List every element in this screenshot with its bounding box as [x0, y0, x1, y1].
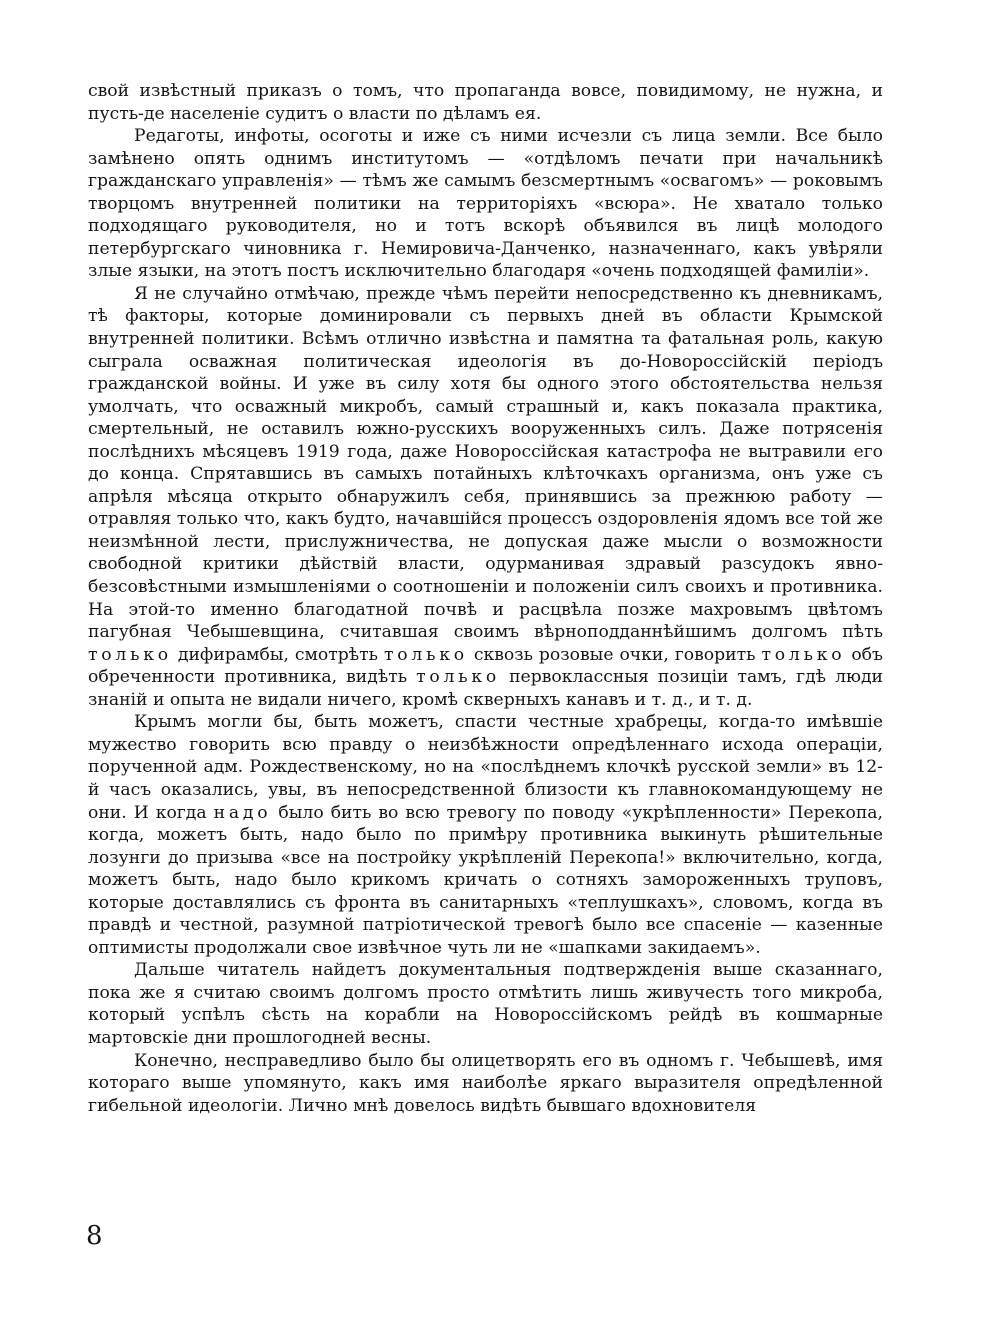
paragraph-3-text-d: объ обреченности противника, видѣть: [88, 644, 883, 688]
paragraph-6: Конечно, несправедливо было бы олицетворять его въ одномъ г. Чебышевѣ, имя котораго выше упомянуто, какъ имя наиболѣе яркаго выразителя опредѣленной гибельной идеологіи. Лично мнѣ довелось видѣть бывшаго вдохновителя: [88, 1050, 883, 1116]
paragraph-3-text-f: первоклассныя позиціи тамъ, гдѣ люди знаній и опыта не видали ничего, кромѣ скверныхъ канавъ и т. д., и т. д.: [88, 667, 883, 710]
paragraph-3: [88, 283, 883, 711]
paragraph-3-text-b: дифирамбы, смотрѣть: [177, 644, 378, 665]
paragraph-1: свой извѣстный приказъ о томъ, что пропаганда вовсе, повидимому, не нужна, и пусть-де населеніе судитъ о власти по дѣламъ ея.: [88, 81, 883, 124]
emphasis-only-3: только: [761, 644, 846, 665]
emphasis-only-4: только: [416, 667, 501, 688]
page-number: 8: [86, 1221, 103, 1251]
paragraph-5: Дальше читатель найдетъ документальныя подтвержденія выше сказаннаго, пока же я считаю своимъ долгомъ просто отмѣтить лишь живучесть того микроба, который успѣлъ сѣсть на корабли на Новороссійскомъ рейдѣ въ кошмарные мартовскіе дни прошлогодней весны.: [88, 960, 883, 1048]
emphasis-nado: надо: [213, 802, 272, 823]
emphasis-only-2: только: [383, 644, 468, 665]
emphasis-only-1: только: [88, 644, 172, 665]
page-body: [88, 80, 883, 1117]
paragraph-4: [88, 711, 883, 959]
paragraph-3-text-a: Я не случайно отмѣчаю, прежде чѣмъ перейти непосредственно къ дневникамъ, тѣ факторы, которые доминировали съ первыхъ дней въ области Крымской внутренней политики. Всѣмъ отлично извѣстна и памятна та фатальная роль, какую сыграла осважная политическая идеологія въ до-Новороссійскій періодъ гражданской войны. И уже въ силу хотя бы одного этого обстоятельства нельзя умолчать, что осважный микробъ, самый страшный и, какъ показала практика, смертельный, не оставилъ южно-русскихъ вооруженныхъ силъ. Даже потрясенія послѣднихъ мѣсяцевъ 1919 года, даже Новороссійская катастрофа не вытравили его до конца. Спрятавшись въ самыхъ потайныхъ клѣточкахъ организма, онъ уже съ апрѣля мѣсяца открыто обнаружилъ себя, принявшись за прежнюю работу — отравляя только что, какъ будто, начавшійся процессъ оздоровленія ядомъ все той же неизмѣнной лести, прислужничества, не допуская даже мысли о возможности свободной критики дѣйствій власти, одурманивая здравый разсудокъ явно-безсовѣстными измышленіями о соотношеніи и положеніи силъ своихъ и противника. На этой-то именно благодатной почвѣ и расцвѣла позже махровымъ цвѣтомъ пагубная Чебышевщина, считавшая своимъ вѣрноподданнѣйшимъ долгомъ пѣть: [88, 283, 883, 643]
paragraph-4-text-b: было бить во всю тревогу по поводу «укрѣпленности» Перекопа, когда, можетъ быть, надо было по примѣру противника выкинуть рѣшительные лозунги до призыва «все на постройку укрѣпленій Перекопа!» включительно, когда, можетъ быть, надо было крикомъ кричать о сотняхъ замороженныхъ труповъ, которые доставлялись съ фронта въ санитарныхъ «теплушкахъ», словомъ, когда въ правдѣ и честной, разумной патріотической тревогѣ было все спасеніе — казенные оптимисты продолжали свое извѣчное чуть ли не «шапками закидаемъ».: [88, 802, 883, 958]
paragraph-4-text-a: Крымъ могли бы, быть можетъ, спасти честные храбрецы, когда-то имѣвшіе мужество говорить всю правду о неизбѣжности опредѣленнаго исхода операціи, порученной адм. Рождественскому, но на «послѣднемъ клочкѣ русской земли» въ 12-й часъ оказались, увы, въ непосредственной близости къ главнокомандующему не они. И когда: [88, 712, 883, 823]
paragraph-2: Редаготы, инфоты, осоготы и иже съ ними исчезли съ лица земли. Все было замѣнено опять однимъ институтомъ — «отдѣломъ печати при начальникѣ гражданскаго управленія» — тѣмъ же самымъ безсмертнымъ «освагомъ» — роковымъ творцомъ внутренней политики на территоріяхъ «всюра». Не хватало только подходящаго руководителя, но и тотъ вскорѣ объявился въ лицѣ молодого петербургскаго чиновника г. Немировича-Данченко, назначеннаго, какъ увѣряли злые языки, на этотъ постъ исключительно благодаря «очень подходящей фамиліи».: [88, 126, 883, 282]
paragraph-3-text-c: сквозь розовые очки, говорить: [473, 644, 756, 665]
